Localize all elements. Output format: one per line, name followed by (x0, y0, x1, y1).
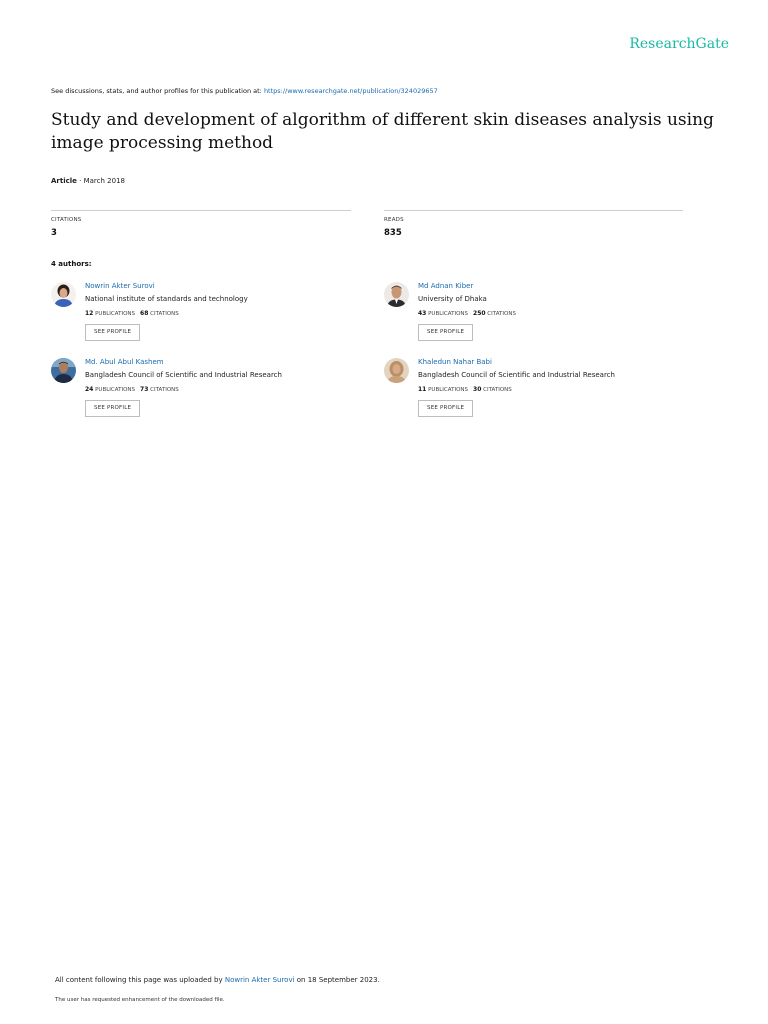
upload-prefix: All content following this page was uploaded by (55, 976, 225, 984)
author-stats (85, 386, 385, 394)
citations-word: CITATIONS (487, 311, 516, 317)
see-profile-button[interactable]: SEE PROFILE (418, 400, 473, 417)
publication-title: Study and development of algorithm of different skin diseases analysis using image processing method (51, 110, 714, 153)
uploader-link[interactable]: Nowrin Akter Surovi (224, 976, 295, 984)
author-institution: National institute of standards and technology (85, 295, 248, 303)
discussion-text: See discussions, stats, and author profiles for this publication at: (51, 87, 264, 95)
avatar-photo-icon (384, 358, 409, 383)
author-card (384, 282, 714, 352)
author-institution: University of Dhaka (418, 295, 487, 303)
discussion-line (51, 87, 438, 95)
researchgate-logo[interactable]: ResearchGate (629, 36, 729, 52)
author-citations-count: 73 (140, 386, 149, 393)
reads-label: READS (384, 217, 404, 223)
author-citations-count: 250 (473, 310, 486, 317)
author-card (384, 358, 714, 428)
publications-word: PUBLICATIONS (95, 311, 136, 317)
author-name-link[interactable]: Md. Abul Abul Kashem (85, 358, 164, 366)
publications-word: PUBLICATIONS (428, 311, 469, 317)
citations-word: CITATIONS (150, 387, 179, 393)
author-publications-count: 43 (418, 310, 427, 317)
author-institution: Bangladesh Council of Scientific and Industrial Research (418, 371, 615, 379)
upload-note (55, 976, 380, 984)
author-avatar[interactable] (384, 358, 409, 383)
authors-heading: 4 authors: (51, 260, 92, 268)
avatar-photo-icon (51, 282, 76, 307)
citations-divider (51, 210, 351, 211)
author-stats (85, 310, 385, 318)
publication-link[interactable]: https://www.researchgate.net/publication/324029657 (263, 87, 438, 95)
author-card (51, 358, 381, 428)
author-avatar[interactable] (51, 282, 76, 307)
citations-value: 3 (51, 228, 57, 238)
see-profile-button[interactable]: SEE PROFILE (418, 324, 473, 341)
author-publications-count: 24 (85, 386, 94, 393)
author-avatar[interactable] (51, 358, 76, 383)
author-institution: Bangladesh Council of Scientific and Industrial Research (85, 371, 282, 379)
publication-date: · March 2018 (79, 177, 125, 185)
author-card (51, 282, 381, 352)
author-citations-count: 68 (140, 310, 149, 317)
publication-meta (51, 177, 125, 185)
citations-word: CITATIONS (150, 311, 179, 317)
citations-label: CITATIONS (51, 217, 82, 223)
publication-type: Article (51, 177, 77, 185)
author-name-link[interactable]: Md Adnan Kiber (418, 282, 474, 290)
see-profile-button[interactable]: SEE PROFILE (85, 400, 140, 417)
see-profile-button[interactable]: SEE PROFILE (85, 324, 140, 341)
author-citations-count: 30 (473, 386, 482, 393)
publications-word: PUBLICATIONS (95, 387, 136, 393)
upload-suffix: on 18 September 2023. (294, 976, 380, 984)
reads-divider (384, 210, 683, 211)
avatar-photo-icon (384, 282, 409, 307)
avatar-photo-icon (51, 358, 76, 383)
enhancement-note: The user has requested enhancement of the downloaded file. (55, 997, 225, 1003)
author-avatar[interactable] (384, 282, 409, 307)
author-name-link[interactable]: Khaledun Nahar Babi (418, 358, 492, 366)
citations-word: CITATIONS (483, 387, 512, 393)
author-name-link[interactable]: Nowrin Akter Surovi (85, 282, 155, 290)
author-publications-count: 11 (418, 386, 427, 393)
author-stats (418, 310, 718, 318)
reads-value: 835 (384, 228, 402, 238)
author-publications-count: 12 (85, 310, 94, 317)
author-stats (418, 386, 718, 394)
publications-word: PUBLICATIONS (428, 387, 469, 393)
